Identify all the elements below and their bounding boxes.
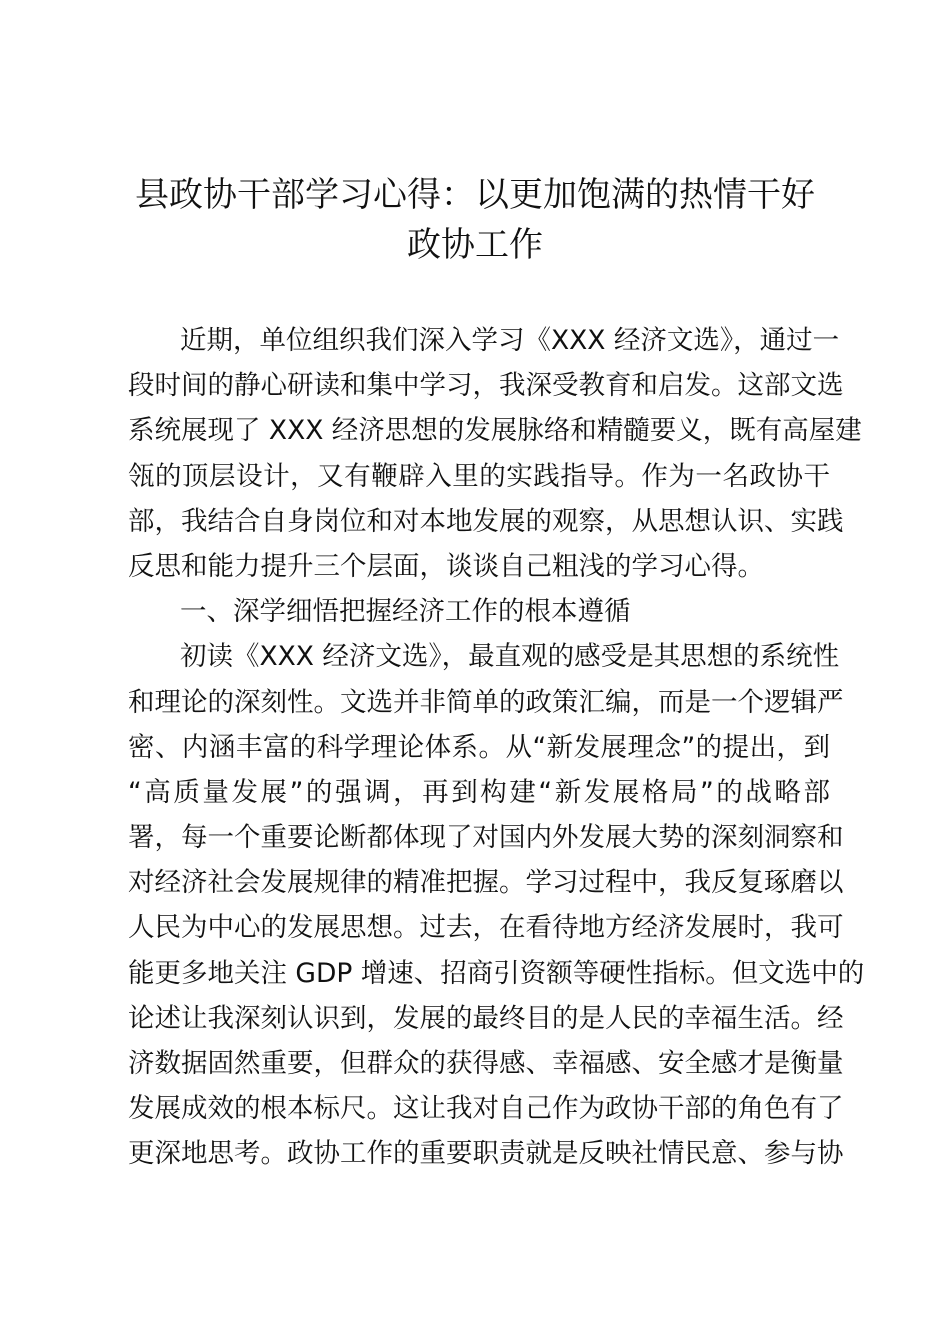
document-title-line-2: 政协工作 xyxy=(407,225,543,265)
paragraph-1-line: 段时间的静心研读和集中学习，我深受教育和启发。这部文选 xyxy=(128,370,844,402)
document-title-line-1: 县政协干部学习心得：以更加饱满的热情干好 xyxy=(135,175,815,215)
paragraph-2-line: 发展成效的根本标尺。这让我对自己作为政协干部的角色有了 xyxy=(128,1093,844,1125)
paragraph-1-line: 近期，单位组织我们深入学习《XXX 经济文选》，通过一 xyxy=(180,325,840,356)
paragraph-2-line: 对经济社会发展规律的精准把握。学习过程中，我反复琢磨以 xyxy=(128,867,844,899)
paragraph-2-line: 密、内涵丰富的科学理论体系。从“新发展理念”的提出，到 xyxy=(128,731,830,763)
paragraph-2-line: 更深地思考。政协工作的重要职责就是反映社情民意、参与协 xyxy=(128,1138,844,1170)
paragraph-2-line: 济数据固然重要，但群众的获得感、幸福感、安全感才是衡量 xyxy=(128,1048,844,1079)
section-heading-1: 一、深学细悟把握经济工作的根本遵循 xyxy=(180,596,631,628)
paragraph-2-line: 论述让我深刻认识到，发展的最终目的是人民的幸福生活。经 xyxy=(128,1002,844,1034)
paragraph-1-line: 部，我结合自身岗位和对本地发展的观察，从思想认识、实践 xyxy=(128,505,844,537)
paragraph-1-line: 瓴的顶层设计，又有鞭辟入里的实践指导。作为一名政协干 xyxy=(128,460,830,492)
paragraph-1-line: 系统展现了 XXX 经济思想的发展脉络和精髓要义，既有高屋建 xyxy=(128,415,862,447)
paragraph-2-line: 能更多地关注 GDP 增速、招商引资额等硬性指标。但文选中的 xyxy=(128,957,865,989)
paragraph-2-line: “高质量发展”的强调，再到构建“新发展格局”的战略部 xyxy=(128,776,830,808)
paragraph-2-line: 初读《XXX 经济文选》，最直观的感受是其思想的系统性 xyxy=(180,641,840,673)
paragraph-1-line: 反思和能力提升三个层面，谈谈自己粗浅的学习心得。 xyxy=(128,550,764,582)
paragraph-2-line: 署，每一个重要论断都体现了对国内外发展大势的深刻洞察和 xyxy=(128,822,844,854)
paragraph-2-line: 和理论的深刻性。文选并非简单的政策汇编，而是一个逻辑严 xyxy=(128,686,844,718)
paragraph-2-line: 人民为中心的发展思想。过去，在看待地方经济发展时，我可 xyxy=(128,912,844,944)
document-body xyxy=(128,318,865,1177)
